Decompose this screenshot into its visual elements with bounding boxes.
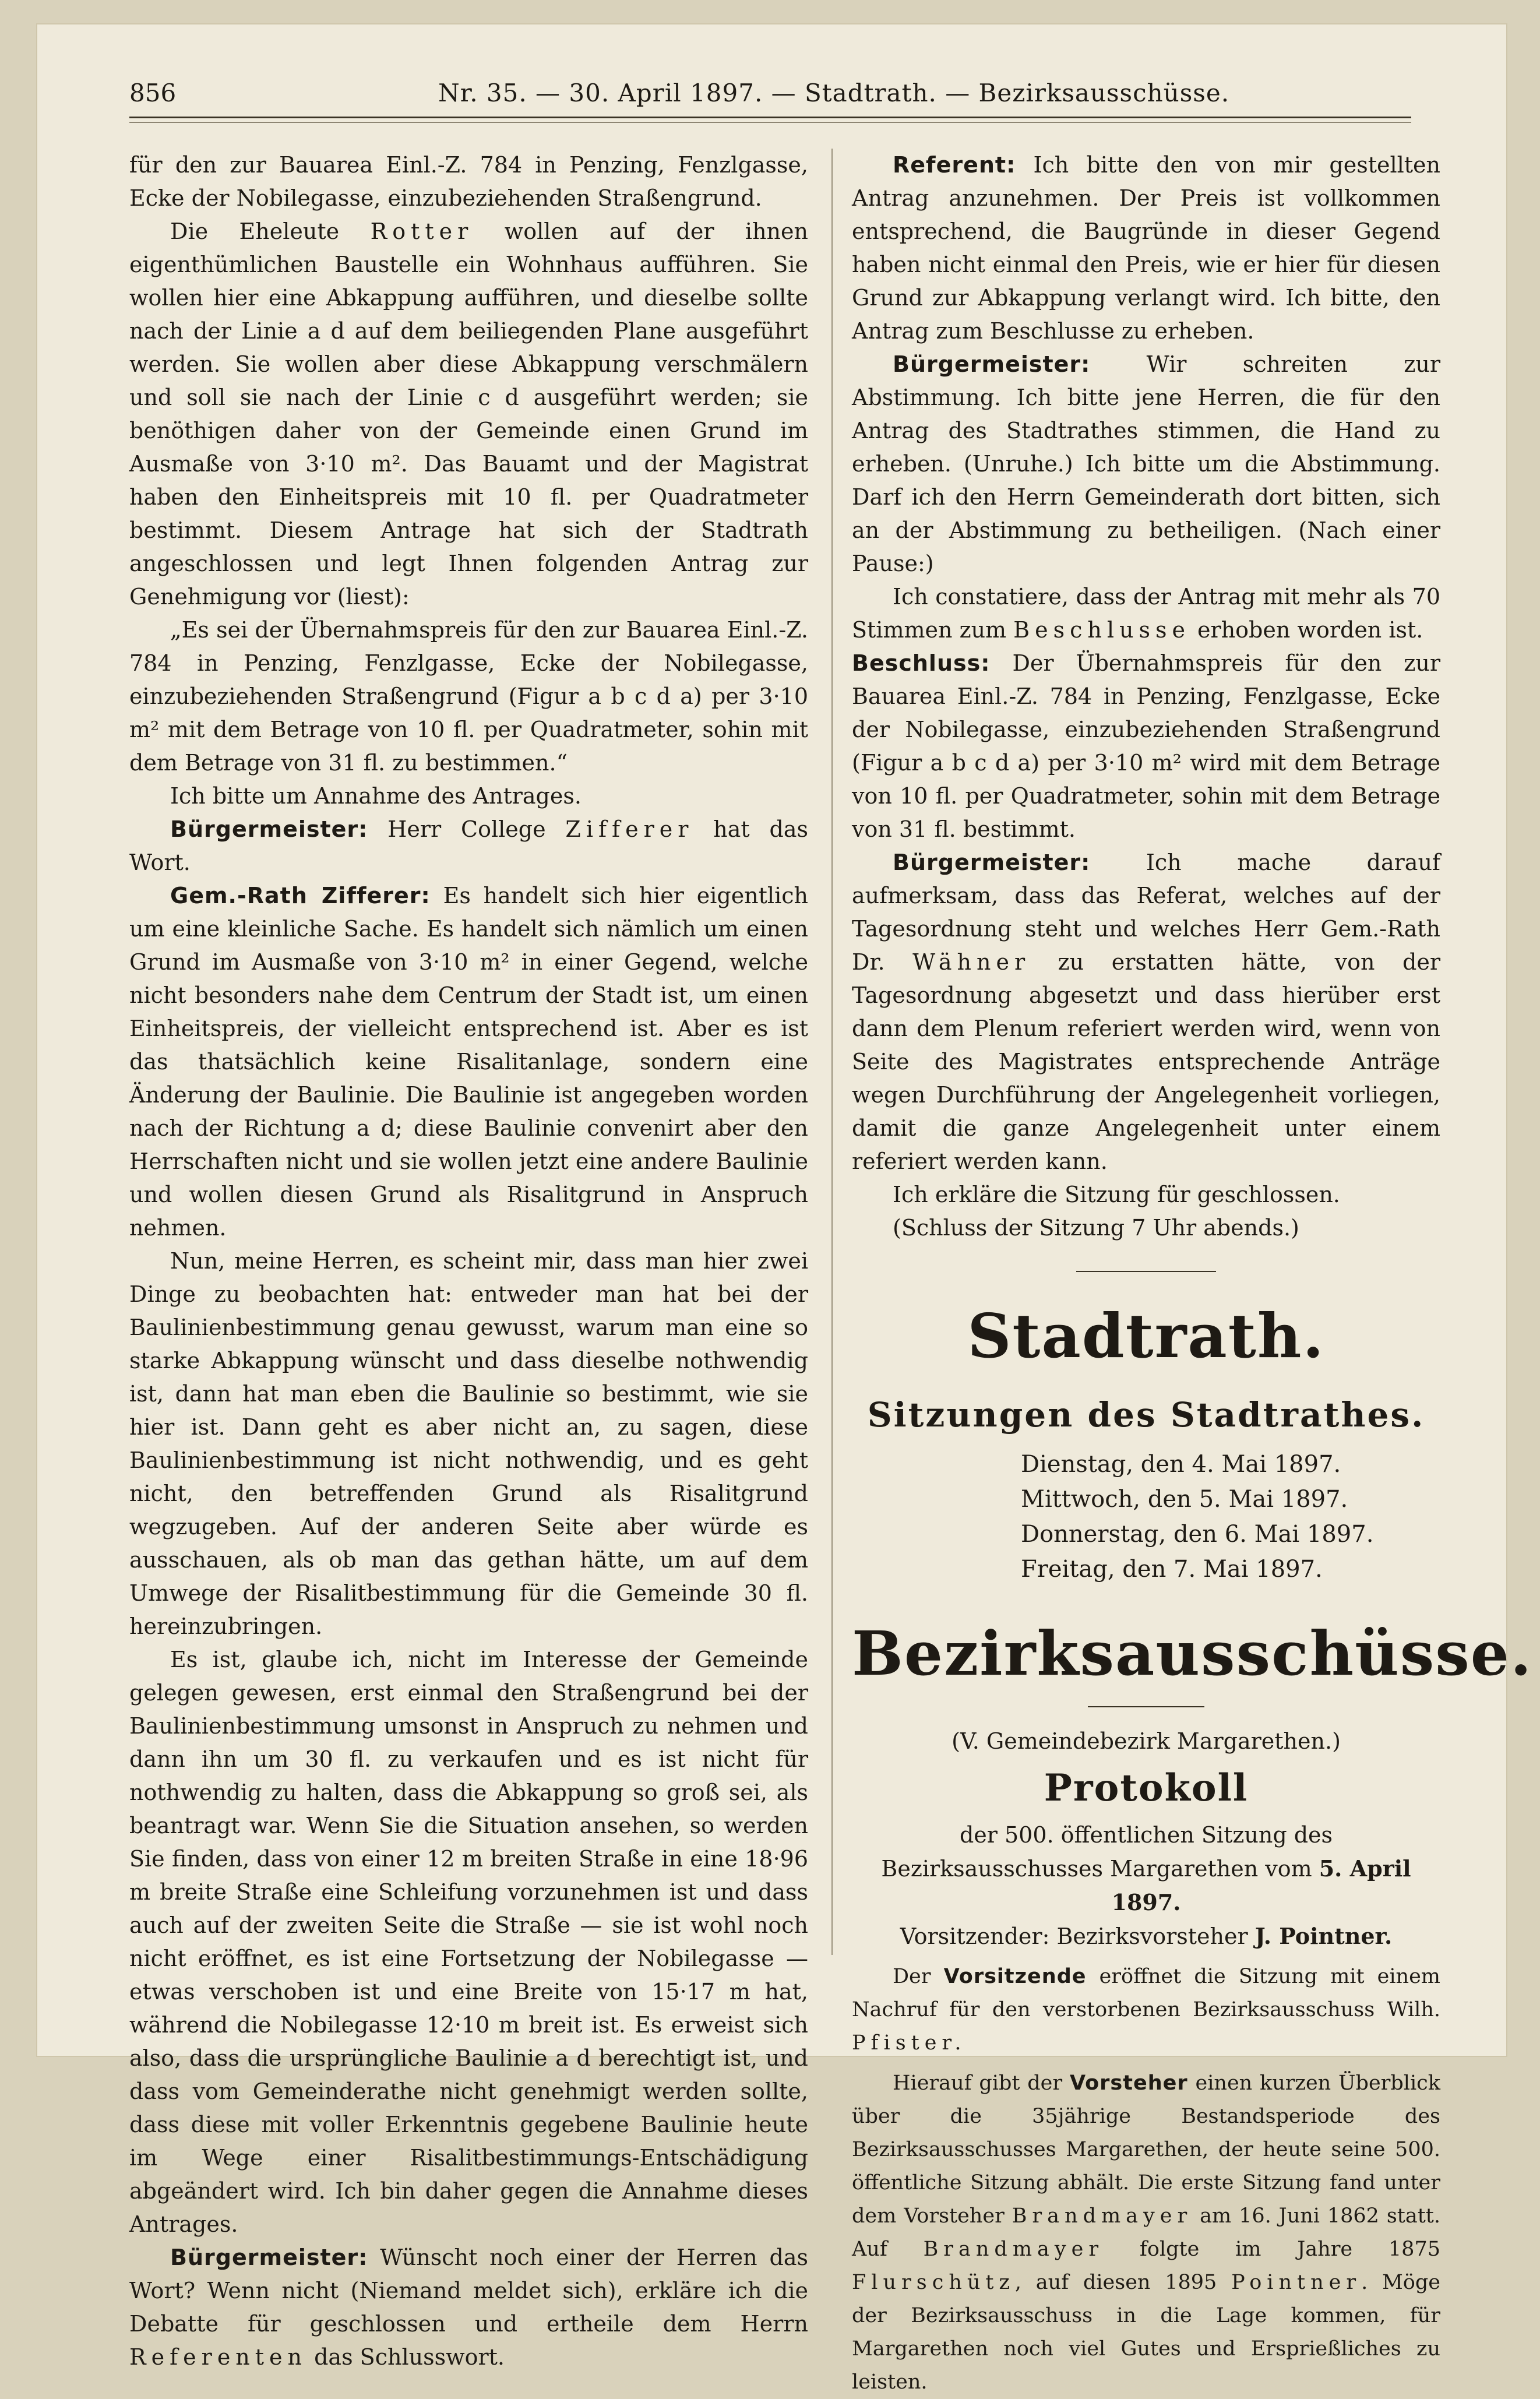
spaced-word: Beschlusse [1013, 617, 1190, 643]
spaced-name: Zifferer [565, 816, 694, 842]
paragraph: Ich bitte um Annahme des Antrages. [170, 783, 582, 809]
page-header [36, 23, 1507, 134]
text: Der Übernahmspreis für den zur Bauarea Einl.-Z. 784 in Penzing, Fenzlgasse, Ecke der Nobilegasse, einzubeziehenden Straßengrund (Figur a b c d a) per 3·10 m² wird mit dem Betrage von 10 fl. per Quadratmeter, sohin mit dem Betrage von 31 fl. bestimmt. [852, 650, 1440, 842]
spaced-name: Flurschütz [852, 2271, 1015, 2294]
spaced-name: Pointner [1231, 2271, 1362, 2294]
spaced-name: Wähner [912, 949, 1031, 975]
paragraph [852, 149, 1440, 348]
spaced-name: Brandmayer [1012, 2204, 1193, 2228]
paragraph [852, 580, 1440, 647]
text: Wir schreiten zur Abstimmung. Ich bitte jene Herren, die für den Antrag des Stadtrathes stimmen, die Hand zu erheben. (Unruhe.) Ich bitte um die Abstimmung. Darf ich den Herrn Gemeinderath dort bitten, sich an der Abstimmung zu betheiligen. (Nach einer Pause:) [852, 351, 1440, 576]
paragraph: Nun, meine Herren, es scheint mir, dass man hier zwei Dinge zu beobachten hat: entweder man hat bei der Baulinienbestimmung genau gewusst, warum man eine so starke Abkappung wünscht und dass dieselbe nothwendig ist, dann hat man eben die Baulinie so bestimmt, wie sie hier ist. Dann geht es aber nicht an, zu sagen, diese Baulinienbestimmung ist nicht nothwendig, und es geht nicht, den betreffenden Grund als Risalitgrund wegzugeben. Auf der anderen Seite aber würde es ausschauen, als ob man das gethan hätte, um auf dem Umwege der Risalitbestimmung für die Gemeinde 30 fl. hereinzubringen. [129, 1248, 808, 1639]
speaker-label: Bürgermeister: [170, 2245, 368, 2270]
spaced-name: Pfister. [852, 2031, 967, 2055]
protocol-heading: Protokoll [1044, 1766, 1249, 1810]
spaced-name: Brandmayer [923, 2238, 1104, 2261]
header-rule-thin [129, 122, 1411, 123]
speaker-label: Bürgermeister: [893, 850, 1091, 875]
paragraph: Es ist, glaube ich, nicht im Interesse der Gemeinde gelegen gewesen, erst einmal den Straßengrund bei der Baulinienbestimmung umsonst in Anspruch zu nehmen und dann ihn um 30 fl. zu verkaufen und es ist nicht für nothwendig zu halten, dass die Abkappung so groß sei, als beantragt war. Wenn Sie die Situation ansehen, so werden Sie finden, dass von einer 12 m breiten Straße in eine 18·96 m breite Straße eine Schleifung vorzunehmen ist und dass auch auf der zweiten Seite die Straße — sie ist wohl noch nicht eröffnet, es ist eine Fortsetzung der Nobilegasse — etwas verschoben ist und eine Breite von 15·17 m hat, während die Nobilegasse 12·10 m breit ist. Es erweist sich also, dass die ursprüngliche Baulinie a d berechtigt ist, und dass vom Gemeinderathe nicht genehmigt werden sollte, dass diese mit voller Erkenntnis gegebene Baulinie heute im Wege einer Risalitbestimmungs-Entschädigung abgeändert wird. Ich bin daher gegen die Annahme dieses Antrages. [129, 1647, 808, 2237]
text: Hierauf gibt der [893, 2072, 1070, 2095]
quoted-motion: „Es sei der Übernahmspreis für den zur Bauarea Einl.-Z. 784 in Penzing, Fenzlgasse, Ecke der Nobilegasse, einzubeziehenden Straßengrund (Figur a b c d a) per 3·10 m² mit dem Betrage von 10 fl. per Quadratmeter, sohin mit dem Betrage von 31 fl. zu bestimmen.“ [129, 617, 808, 776]
text: hat das Wort. [129, 816, 808, 875]
text: Ich constatiere, dass der Antrag mit mehr als 70 Stimmen zum [852, 584, 1440, 643]
paragraph [129, 879, 808, 1245]
resolution [852, 647, 1440, 846]
date-line: Freitag, den 7. Mai 1897. [1021, 1556, 1323, 1583]
meeting-dates [852, 1447, 1440, 1587]
section-title-stadtrath: Stadtrath. [967, 1300, 1325, 1372]
header-rule [129, 117, 1411, 118]
text: Herr College [368, 816, 566, 842]
district-subtitle: (V. Gemeindebezirk Margarethen.) [952, 1728, 1341, 1754]
text: folgte im Jahre 1875 [1104, 2238, 1440, 2261]
right-column [852, 149, 1533, 2399]
paragraph [852, 2067, 1440, 2399]
paragraph [129, 813, 808, 879]
paragraph: (Schluss der Sitzung 7 Uhr abends.) [893, 1215, 1299, 1241]
page-number: 856 [129, 79, 177, 107]
text: , auf diesen 1895 [1014, 2271, 1232, 2294]
column-separator [831, 149, 833, 1955]
speaker-label: Gem.-Rath Zifferer: [170, 883, 431, 908]
text: . Möge der Bezirksausschuss in die Lage kommen, für Margarethen noch viel Gutes und Ersprießliches zu leisten. [852, 2271, 1440, 2394]
speaker-label: Vorsteher [1069, 2072, 1188, 2095]
text: zu erstatten hätte, von der Tagesordnung abgesetzt und dass hierüber erst dann dem Plenum referiert werden wird, wenn von Seite des Magistrates entsprechende Anträge wegen Durchführung der Angelegenheit vorliegen, damit die ganze Angelegenheit unter einem referiert werden kann. [852, 949, 1440, 1174]
paragraph: für den zur Bauarea Einl.-Z. 784 in Penzing, Fenzlgasse, Ecke der Nobilegasse, einzubeziehenden Straßengrund. [129, 152, 808, 211]
paragraph [852, 348, 1440, 580]
speaker-label: Beschluss: [852, 650, 991, 676]
left-column [129, 149, 808, 2374]
section-divider [1088, 1706, 1204, 1707]
paragraph: Ich erkläre die Sitzung für geschlossen. [893, 1182, 1340, 1207]
paragraph [852, 1960, 1440, 2060]
date-line: Dienstag, den 4. Mai 1897. [1021, 1451, 1341, 1478]
text: Die Eheleute [170, 219, 371, 244]
text: Vorsitzender: Bezirksvorsteher [900, 1924, 1255, 1949]
date-line: Donnerstag, den 6. Mai 1897. [1021, 1521, 1374, 1548]
text: eröffnet die Sitzung mit einem Nachruf für den verstorbenen Bezirksausschuss Wilh. [852, 1965, 1440, 2021]
chair-line [852, 1919, 1440, 1953]
text: erhoben worden ist. [1190, 617, 1423, 643]
text: Es handelt sich hier eigentlich um eine kleinliche Sache. Es handelt sich nämlich um einen Grund im Ausmaße von 3·10 m² in einer Gegend, welche nicht besonders nahe dem Centrum der Stadt ist, um einen Einheitspreis, der vielleicht entsprechend ist. Aber es ist das thatsächlich keine Risalitanlage, sondern eine Änderung der Baulinie. Die Baulinie ist angegeben worden nach der Richtung a d; diese Baulinie convenirt aber den Herrschaften nicht und sie wollen jetzt eine andere Baulinie und wollen diesen Grund als Risalitgrund in Anspruch nehmen. [129, 883, 808, 1241]
speaker-label: Bürgermeister: [893, 351, 1091, 377]
text: das Schlusswort. [307, 2344, 505, 2370]
speaker-label: Referent: [893, 152, 1016, 178]
text: einen kurzen Überblick über die 35jährige Bestandsperiode des Bezirksausschusses Margarethen, der heute seine 500. öffentliche Sitzung abhält. Die erste Sitzung fand unter dem Vorsteher [852, 2072, 1440, 2228]
text: der 500. öffentlichen Sitzung des Bezirksausschusses Margarethen vom [881, 1822, 1333, 1882]
text: Ich mache darauf aufmerksam, dass das Referat, welches auf der Tagesordnung steht und welches Herr Gem.-Rath Dr. [852, 850, 1440, 975]
speaker-label: Vorsitzende [943, 1965, 1087, 1988]
spaced-name: Rotter [370, 219, 474, 244]
section-divider [1076, 1271, 1216, 1272]
paragraph [129, 215, 808, 614]
date-line: Mittwoch, den 5. Mai 1897. [1021, 1486, 1348, 1513]
protocol-intro [852, 1819, 1440, 1919]
chair-name: J. Pointner. [1254, 1923, 1393, 1949]
subsection-title: Sitzungen des Stadtrathes. [867, 1395, 1425, 1435]
speaker-label: Bürgermeister: [170, 816, 368, 842]
text: Ich bitte den von mir gestellten Antrag anzunehmen. Der Preis ist vollkommen entsprechend, die Baugründe in dieser Gegend haben nicht einmal den Preis, wie er hier für diesen Grund zur Abkappung verlangt wird. Ich bitte, den Antrag zum Beschlusse zu erheben. [852, 152, 1440, 344]
paragraph [129, 2241, 808, 2374]
running-title: Nr. 35. — 30. April 1897. — Stadtrath. — Bezirksausschüsse. [438, 79, 1230, 107]
paragraph [852, 846, 1440, 1178]
protocol-date: 5. April 1897. [1111, 1855, 1411, 1915]
newspaper-page [36, 23, 1533, 2394]
section-title-bezirk: Bezirksausschüsse. [852, 1618, 1533, 1689]
text: wollen auf der ihnen eigenthümlichen Baustelle ein Wohnhaus aufführen. Sie wollen hier eine Abkappung aufführen, und dieselbe sollte nach der Linie a d auf dem beiliegenden Plane ausgeführt werden. Sie wollen aber diese Abkappung verschmälern und soll sie nach der Linie c d ausgeführt werden; sie benöthigen daher von der Gemeinde einen Grund im Ausmaße von 3·10 m². Das Bauamt und der Magistrat haben den Einheitspreis mit 10 fl. per Quadratmeter bestimmt. Diesem Antrage hat sich der Stadtrath angeschlossen und legt Ihnen folgenden Antrag zur Genehmigung vor (liest): [129, 219, 808, 610]
text: Der [893, 1965, 944, 1988]
text: am 16. Juni 1862 statt. Auf [852, 2204, 1440, 2261]
spaced-name: Referenten [129, 2344, 308, 2370]
text: Wünscht noch einer der Herren das Wort? Wenn nicht (Niemand meldet sich), erkläre ich die Debatte für geschlossen und ertheile dem Herrn [129, 2245, 808, 2337]
